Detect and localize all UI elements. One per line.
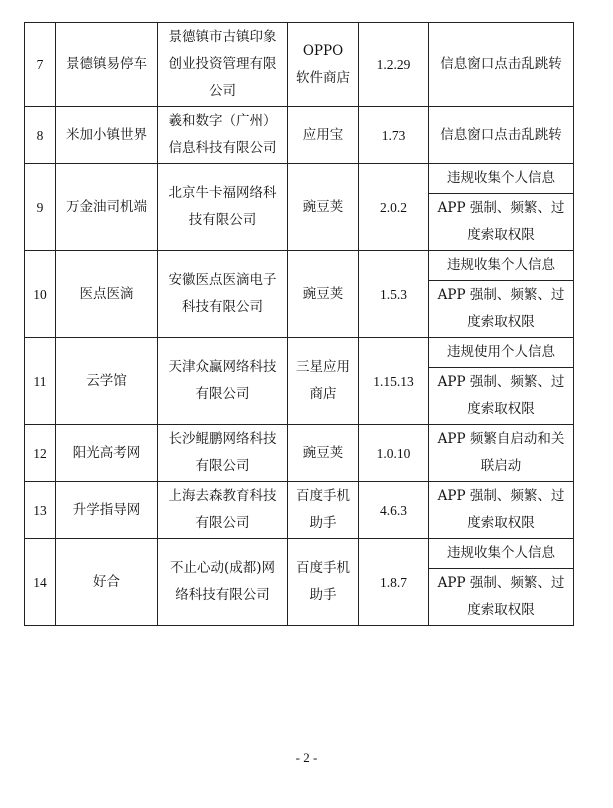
app-name: 景德镇易停车 xyxy=(56,23,158,107)
app-version: 1.8.7 xyxy=(359,539,429,626)
company-name: 天津众赢网络科技有限公司 xyxy=(158,338,288,425)
issue-text: APP 强制、频繁、过度索取权限 xyxy=(429,281,574,338)
table-row xyxy=(25,23,574,107)
app-version: 4.6.3 xyxy=(359,482,429,539)
app-name: 升学指导网 xyxy=(56,482,158,539)
issue-text: 信息窗口点击乱跳转 xyxy=(429,23,574,107)
app-version: 2.0.2 xyxy=(359,164,429,251)
row-number: 10 xyxy=(25,251,56,338)
company-name: 上海去森教育科技有限公司 xyxy=(158,482,288,539)
row-number: 14 xyxy=(25,539,56,626)
company-name: 北京牛卡福网络科技有限公司 xyxy=(158,164,288,251)
issue-text: 违规收集个人信息 xyxy=(429,539,574,569)
app-store: 豌豆荚 xyxy=(288,251,359,338)
company-name: 羲和数字（广州）信息科技有限公司 xyxy=(158,107,288,164)
app-version: 1.73 xyxy=(359,107,429,164)
company-name: 景德镇市古镇印象创业投资管理有限公司 xyxy=(158,23,288,107)
app-name: 医点医滴 xyxy=(56,251,158,338)
row-number: 12 xyxy=(25,425,56,482)
app-name: 好合 xyxy=(56,539,158,626)
issue-text: 信息窗口点击乱跳转 xyxy=(429,107,574,164)
app-store: OPPO 软件商店 xyxy=(288,23,359,107)
issue-text: 违规收集个人信息 xyxy=(429,164,574,194)
table-row xyxy=(25,107,574,164)
table-row xyxy=(25,164,574,194)
issue-text: APP 频繁自启动和关联启动 xyxy=(429,425,574,482)
table-row xyxy=(25,539,574,569)
row-number: 7 xyxy=(25,23,56,107)
app-store: 应用宝 xyxy=(288,107,359,164)
issue-text: 违规收集个人信息 xyxy=(429,251,574,281)
app-store: 百度手机助手 xyxy=(288,539,359,626)
table-row xyxy=(25,251,574,281)
page-number: - 2 - xyxy=(295,750,318,765)
issue-text: APP 强制、频繁、过度索取权限 xyxy=(429,569,574,626)
document-table xyxy=(24,22,574,626)
row-number: 13 xyxy=(25,482,56,539)
issue-text: APP 强制、频繁、过度索取权限 xyxy=(429,482,574,539)
app-name: 阳光高考网 xyxy=(56,425,158,482)
app-version: 1.2.29 xyxy=(359,23,429,107)
app-store: 豌豆荚 xyxy=(288,164,359,251)
app-name: 云学馆 xyxy=(56,338,158,425)
table-row xyxy=(25,338,574,368)
row-number: 9 xyxy=(25,164,56,251)
table-row xyxy=(25,425,574,482)
table-row xyxy=(25,482,574,539)
issue-text: 违规使用个人信息 xyxy=(429,338,574,368)
app-store: 豌豆荚 xyxy=(288,425,359,482)
issue-text: APP 强制、频繁、过度索取权限 xyxy=(429,368,574,425)
issue-text: APP 强制、频繁、过度索取权限 xyxy=(429,194,574,251)
app-store: 三星应用商店 xyxy=(288,338,359,425)
app-name: 米加小镇世界 xyxy=(56,107,158,164)
app-store: 百度手机助手 xyxy=(288,482,359,539)
row-number: 8 xyxy=(25,107,56,164)
company-name: 长沙鲲鹏网络科技有限公司 xyxy=(158,425,288,482)
app-version: 1.5.3 xyxy=(359,251,429,338)
company-name: 不止心动(成都)网络科技有限公司 xyxy=(158,539,288,626)
app-name: 万金油司机端 xyxy=(56,164,158,251)
row-number: 11 xyxy=(25,338,56,425)
app-version: 1.15.13 xyxy=(359,338,429,425)
company-name: 安徽医点医滴电子科技有限公司 xyxy=(158,251,288,338)
app-version: 1.0.10 xyxy=(359,425,429,482)
